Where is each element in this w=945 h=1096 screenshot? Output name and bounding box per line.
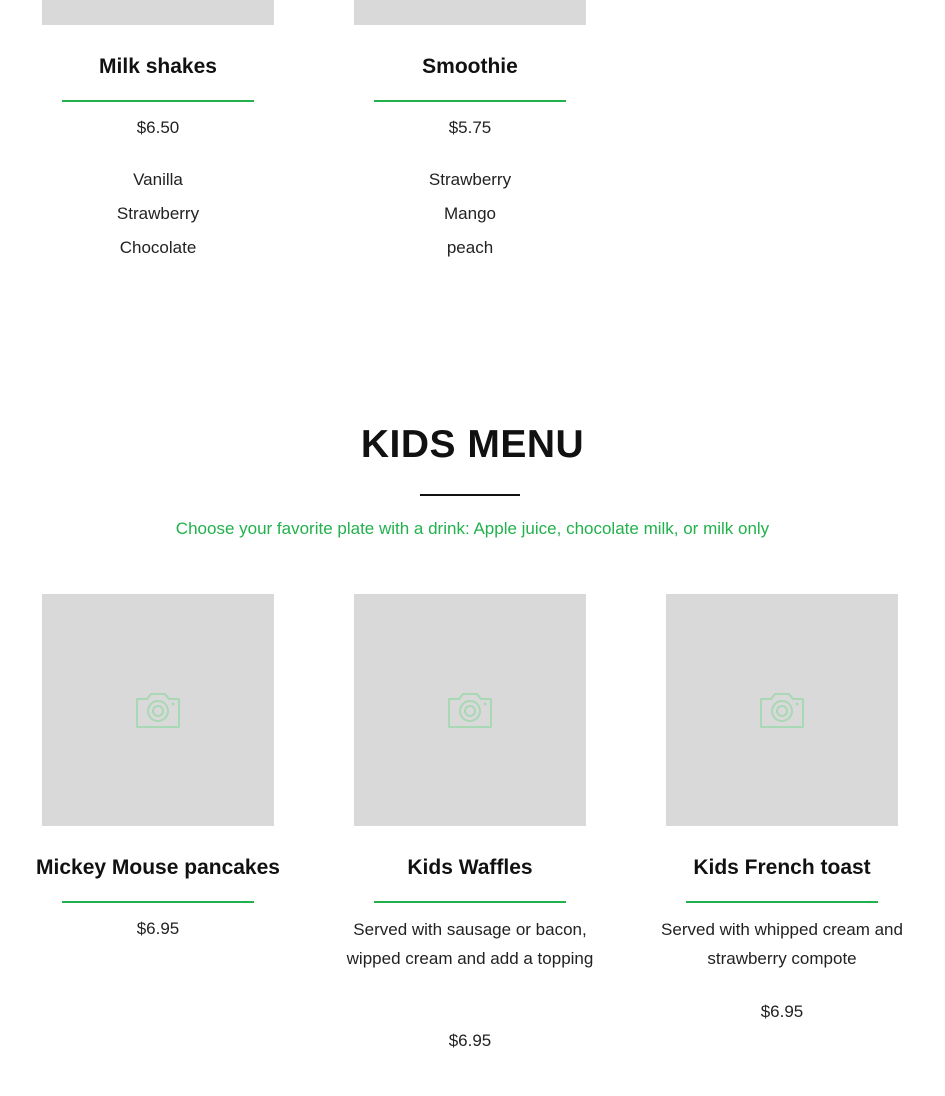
milkshake-price: $6.50 (136, 118, 180, 137)
milkshake-divider (62, 100, 254, 102)
milkshake-option: Vanilla (133, 170, 183, 189)
pancakes-image-placeholder (42, 594, 274, 826)
smoothie-option: Mango (444, 204, 496, 223)
kids-menu-title: KIDS MENU (360, 423, 585, 466)
kids-menu-subtitle: Choose your favorite plate with a drink: Apple juice, chocolate milk, or milk only (175, 519, 770, 538)
pancakes-price: $6.95 (136, 919, 180, 938)
milkshake-option: Strawberry (116, 204, 200, 223)
smoothie-divider (374, 100, 566, 102)
milkshake-option: Chocolate (119, 238, 197, 257)
french-toast-description: Served with whipped cream and strawberry compote (661, 920, 903, 968)
french-toast-image-placeholder (666, 594, 898, 826)
milkshake-title: Milk shakes (99, 55, 217, 78)
smoothie-title: Smoothie (422, 55, 518, 78)
french-toast-price: $6.95 (760, 1002, 804, 1021)
camera-icon (445, 690, 495, 730)
smoothie-option: Strawberry (428, 170, 512, 189)
smoothie-option: peach (446, 238, 494, 257)
camera-icon (133, 690, 183, 730)
french-toast-divider (686, 901, 878, 903)
waffles-title: Kids Waffles (407, 856, 533, 879)
waffles-divider (374, 901, 566, 903)
milkshake-image-placeholder (42, 0, 274, 25)
french-toast-title: Kids French toast (693, 856, 871, 879)
waffles-price: $6.95 (448, 1031, 492, 1050)
waffles-image-placeholder (354, 594, 586, 826)
camera-icon (757, 690, 807, 730)
smoothie-image-placeholder (354, 0, 586, 25)
waffles-description: Served with sausage or bacon, wipped cream and add a topping (346, 920, 594, 968)
pancakes-divider (62, 901, 254, 903)
smoothie-price: $5.75 (448, 118, 492, 137)
kids-menu-divider (420, 494, 520, 496)
pancakes-title: Mickey Mouse pancakes (36, 856, 280, 879)
